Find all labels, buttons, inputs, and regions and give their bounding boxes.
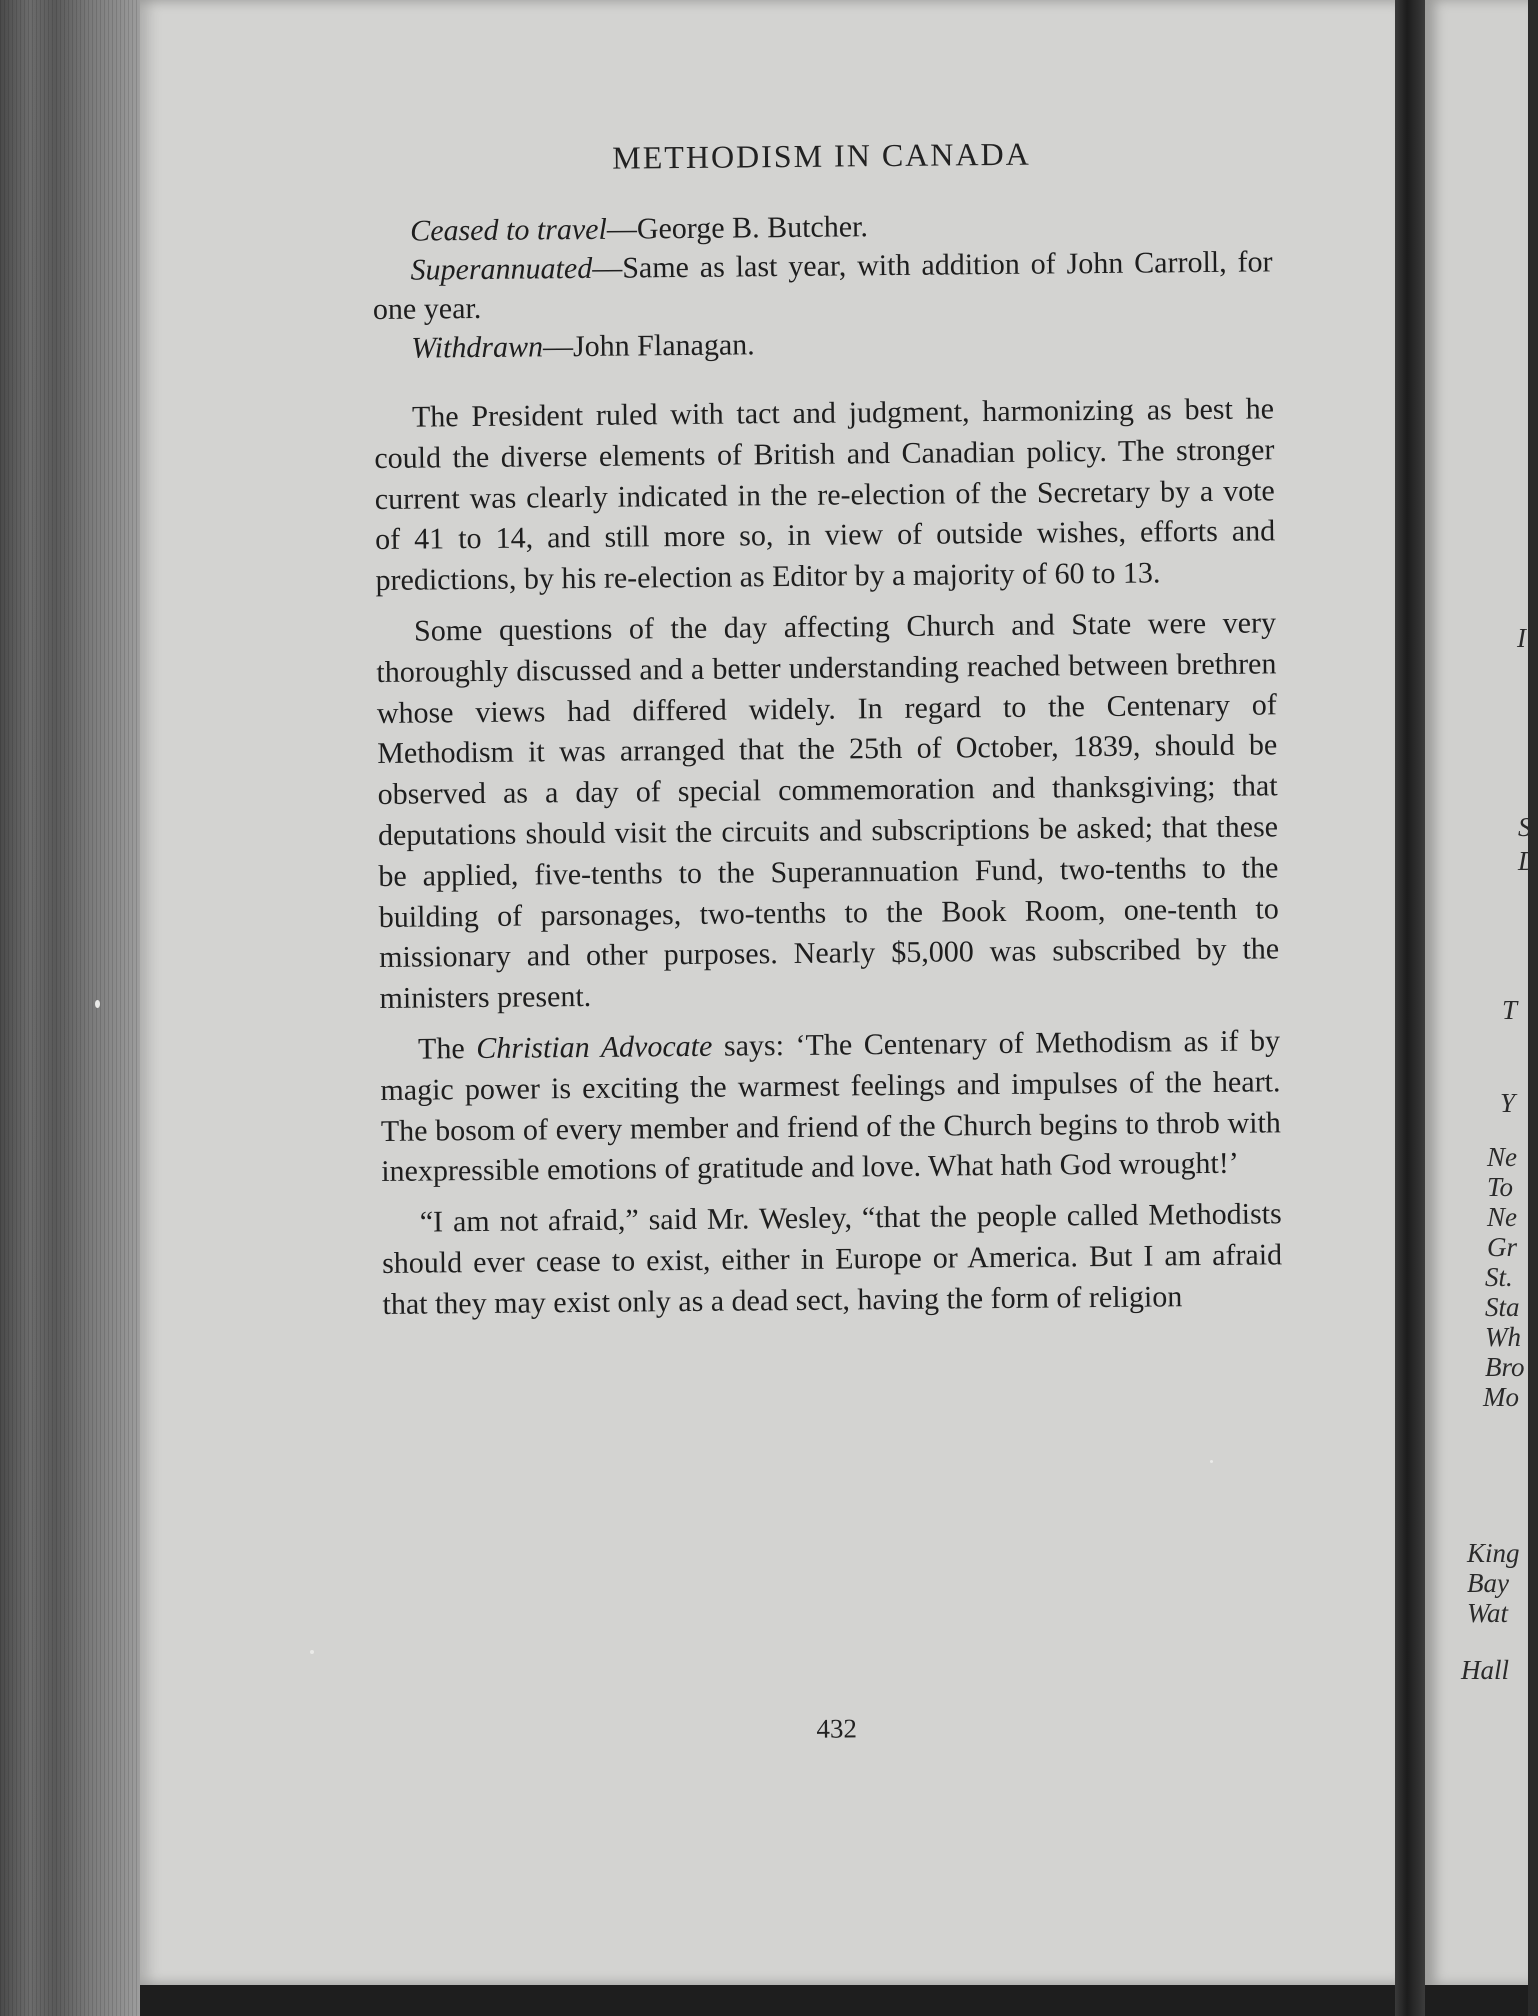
list-term: Superannuated: [410, 251, 593, 287]
list-text: —John Flanagan.: [542, 328, 755, 364]
facing-page-fragment: Ne: [1487, 1202, 1517, 1232]
page-number: 432: [816, 1713, 858, 1744]
conference-list: [372, 203, 1273, 368]
facing-page-fragment: Hall: [1461, 1655, 1510, 1685]
paragraph-lead: The: [417, 1031, 477, 1066]
publication-title: Christian Advocate: [476, 1029, 713, 1065]
paragraph: Some questions of the day affecting Church and State were very thoroughly discussed and a better understanding reached between brethren whose views had differed widely. In regard to the Centenary of Methodism it was arranged that the 25th of October, 1839, should be observed as a day of special commemoration and thanksgiving; that deputations should visit the circuits and subscriptions be asked; that these be applied, five-tenths to the Superannuation Fund, two-tenths to the building of parsonages, two-tenths to the Book Room, one-tenth to missionary and other purposes. Nearly $5,000 was subscribed by the ministers present.: [376, 606, 1280, 1016]
facing-page-fragment: To: [1487, 1172, 1514, 1202]
list-text: —George B. Butcher.: [606, 210, 869, 246]
page-edges: [0, 0, 150, 2016]
facing-page: [1425, 0, 1538, 1985]
paragraph-rest: says: ‘The Centenary of Methodism as if by magic power is exciting the warmest feelings and impulses of the heart. The bosom of every member and friend of the Church begins to throb with inexpressible emotions of gratitude and love. What hath God wrought!’: [380, 1024, 1281, 1189]
paragraph: “I am not afraid,” said Mr. Wesley, “that the people called Methodists should ever cease to exist, either in Europe or America. But I am afraid that they may exist only as a dead sect, having the form of religion: [381, 1197, 1283, 1321]
body-text: [374, 389, 1283, 1335]
paper-speck: [95, 1000, 100, 1008]
facing-page-fragment: Bay: [1467, 1568, 1509, 1598]
facing-page-fragment: St.: [1485, 1262, 1513, 1292]
facing-page-fragment: Ne: [1487, 1142, 1517, 1172]
facing-page-fragment: Sta: [1485, 1292, 1520, 1322]
paper-speck: [310, 1650, 314, 1654]
list-term: Ceased to travel: [410, 212, 608, 248]
facing-page-fragment: Y: [1500, 1088, 1516, 1118]
facing-page-fragment: I: [1517, 623, 1526, 653]
list-text: —Same as last year, with addition of John Carroll, for one year.: [372, 245, 1273, 326]
facing-page-fragment: Wh: [1485, 1322, 1521, 1352]
list-item: [372, 242, 1273, 329]
facing-page-fragment: T: [1502, 995, 1518, 1025]
facing-page-fragment: Gr: [1487, 1232, 1518, 1262]
book-gutter: [1395, 0, 1425, 2016]
facing-page-fragment: Mo: [1483, 1382, 1519, 1412]
facing-page-fragment: Bro: [1485, 1352, 1525, 1382]
facing-page-fragment: Wat: [1467, 1598, 1509, 1628]
facing-page-fragment: King: [1467, 1538, 1520, 1568]
running-head: METHODISM IN CANADA: [612, 135, 1031, 176]
paragraph: [380, 1021, 1282, 1193]
paper-speck: [1210, 1460, 1213, 1463]
bottom-shadow: [140, 1985, 1528, 2016]
paragraph: The President ruled with tact and judgment, harmonizing as best he could the diverse elements of British and Canadian policy. The stronger current was clearly indicated in the re-election of the Secretary by a vote of 41 to 14, and still more so, in view of outside wishes, efforts and predictions, by his re-election as Editor by a majority of 60 to 13.: [374, 392, 1276, 598]
facing-page-fragment: S: [1518, 812, 1532, 842]
facing-page-fragment: D: [1518, 846, 1538, 876]
list-term: Withdrawn: [411, 330, 544, 365]
